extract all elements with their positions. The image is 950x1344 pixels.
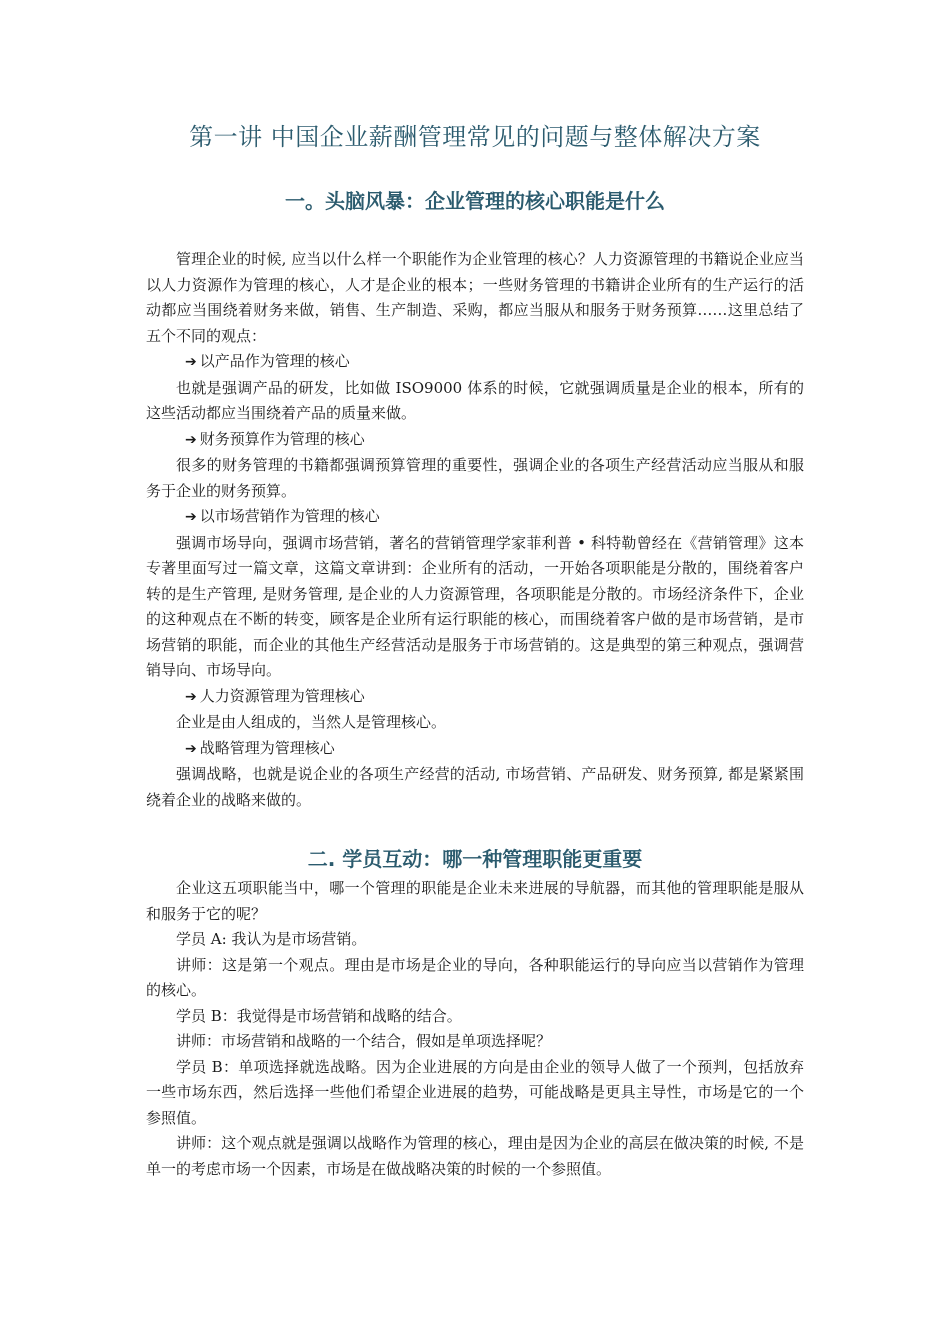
bullet-point bbox=[146, 427, 804, 454]
page-title: 第一讲 中国企业薪酬管理常见的问题与整体解决方案 bbox=[189, 123, 761, 151]
bullet-point bbox=[146, 349, 804, 376]
paragraph: 很多的财务管理的书籍都强调预算管理的重要性，强调企业的各项生产经营活动应当服从和服务于企业的财务预算。 bbox=[146, 456, 804, 500]
paragraph: 企业是由人组成的，当然人是管理核心。 bbox=[176, 713, 447, 731]
bullet-point bbox=[146, 736, 804, 763]
section-1-heading: 一。头脑风暴：企业管理的核心职能是什么 bbox=[285, 189, 665, 213]
bullet-point bbox=[146, 504, 804, 531]
paragraph: 讲师：这个观点就是强调以战略作为管理的核心，理由是因为企业的高层在做决策的时候, 不是单一的考虑市场一个因素，市场是在做战略决策的时候的一个参照值。 bbox=[146, 1134, 804, 1178]
arrow-icon: ➔ bbox=[185, 688, 197, 705]
section-2-heading: 二. 学员互动：哪一种管理职能更重要 bbox=[307, 847, 643, 871]
paragraph: 学员 B：我觉得是市场营销和战略的结合。 bbox=[176, 1006, 462, 1025]
bullet-text: 战略管理为管理核心 bbox=[199, 738, 335, 757]
paragraph: 管理企业的时候, 应当以什么样一个职能作为企业管理的核心？人力资源管理的书籍说企业应当以人力资源作为管理的核心，人才是企业的根本；一些财务管理的书籍讲企业所有的生产运行的活动都应当围绕着财务来做，销售、生产制造、采购，都应当服从和服务于财务预算……这里总结了五个不同的观点： bbox=[146, 250, 804, 345]
paragraph: 也就是强调产品的研发，比如做 ISO9000 体系的时候，它就强调质量是企业的根本，所有的这些活动都应当围绕着产品的质量来做。 bbox=[146, 378, 804, 422]
section-1-body bbox=[146, 247, 804, 813]
bullet-text: 以市场营销作为管理的核心 bbox=[199, 507, 380, 525]
paragraph: 学员 B：单项选择就选战略。因为企业进展的方向是由企业的领导人做了一个预判，包括放弃一些市场东西，然后选择一些他们希望企业进展的趋势，可能战略是更具主导性，市场是它的一个参照值。 bbox=[146, 1057, 804, 1127]
arrow-icon: ➔ bbox=[185, 740, 197, 757]
paragraph: 企业这五项职能当中，哪一个管理的职能是企业未来进展的导航器，而其他的管理职能是服从和服务于它的呢？ bbox=[146, 879, 804, 923]
paragraph: 学员 A: 我认为是市场营销。 bbox=[176, 930, 367, 948]
paragraph: 强调市场导向，强调市场营销，著名的营销管理学家菲利普 • 科特勒曾经在《营销管理》这本专著里面写过一篇文章，这篇文章讲到：企业所有的活动，一开始各项职能是分散的，围绕着客户转的是生产管理, 是财务管理, 是企业的人力资源管理，各项职能是分散的。市场经济条件下，企业的这种观点在不断的转变，顾客是企业所有运行职能的核心，而围绕着客户做的是市场营销，是市场营销的职能，而企业的其他生产经营活动是服务于市场营销的。这是典型的第三种观点，强调营销导向、市场导向。 bbox=[146, 533, 804, 679]
bullet-text: 以产品作为管理的核心 bbox=[199, 352, 350, 370]
paragraph: 讲师：市场营销和战略的一个结合，假如是单项选择呢？ bbox=[176, 1032, 552, 1050]
arrow-icon: ➔ bbox=[185, 354, 197, 370]
paragraph: 讲师：这是第一个观点。理由是市场是企业的导向，各种职能运行的导向应当以营销作为管理的核心。 bbox=[146, 955, 804, 999]
bullet-text: 人力资源管理为管理核心 bbox=[199, 686, 365, 705]
arrow-icon: ➔ bbox=[185, 431, 197, 448]
paragraph: 强调战略，也就是说企业的各项生产经营的活动, 市场营销、产品研发、财务预算, 都是紧紧围绕着企业的战略来做的。 bbox=[146, 765, 804, 809]
bullet-point bbox=[146, 684, 804, 711]
arrow-icon: ➔ bbox=[185, 509, 197, 525]
bullet-text: 财务预算作为管理的核心 bbox=[199, 429, 365, 448]
section-2-body bbox=[146, 876, 804, 1182]
